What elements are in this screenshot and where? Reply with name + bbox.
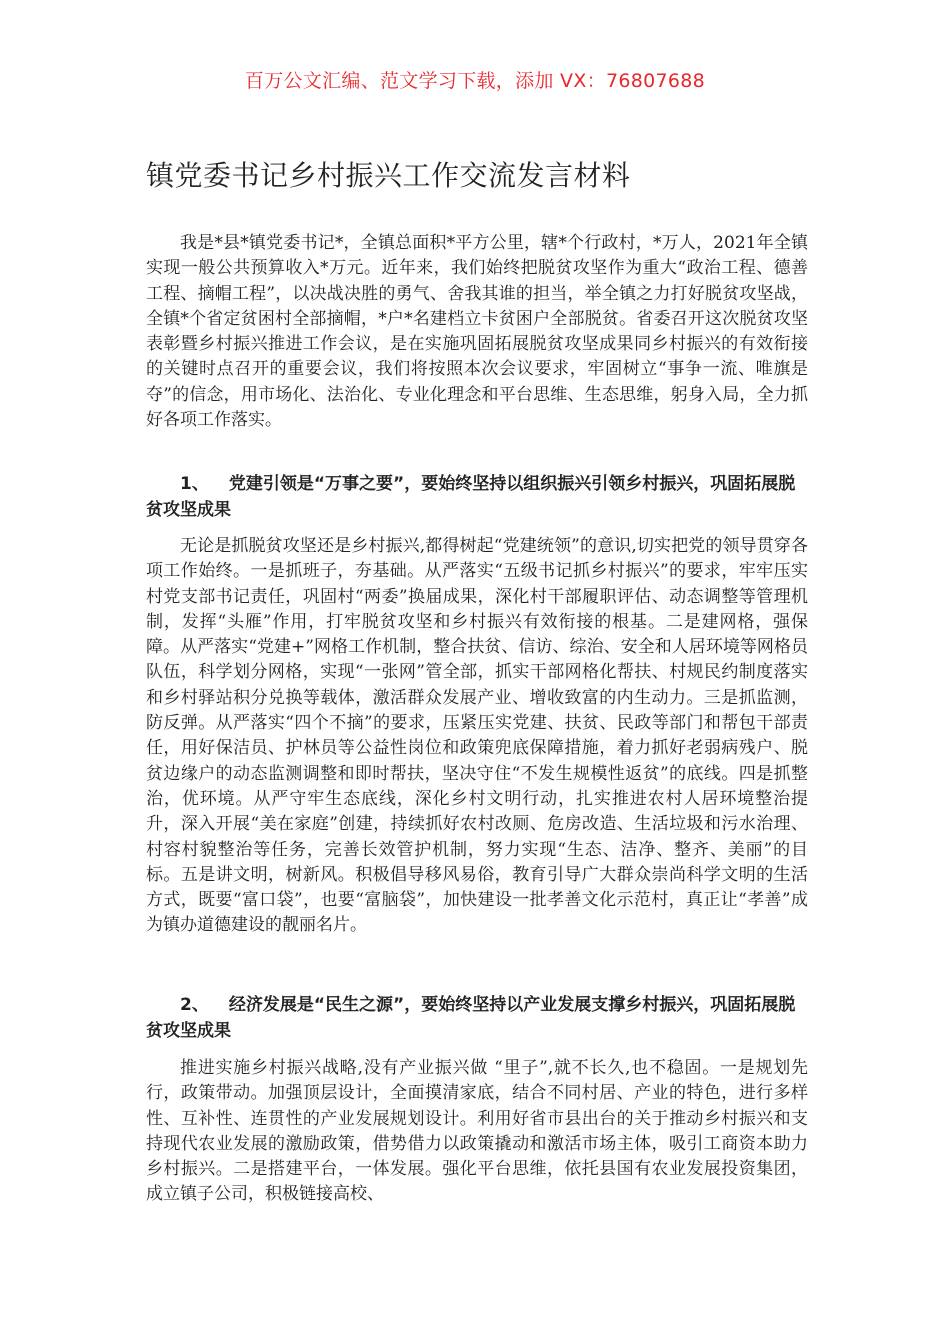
intro-paragraph: 我是*县*镇党委书记*，全镇总面积*平方公里，辖*个行政村，*万人，2021年全镇实现一般公共预算收入*万元。近年来，我们始终把脱贫攻坚作为重大“政治工程、德善工程、摘帽工程”，以决战决胜的勇气、舍我其谁的担当，举全镇之力打好脱贫攻坚战，全镇*个省定贫困村全部摘帽，*户*名建档立卡贫困户全部脱贫。省委召开这次脱贫攻坚表彰暨乡村振兴推进工作会议，是在实施巩固拓展脱贫攻坚成果同乡村振兴的有效衔接的关键时点召开的重要会议，我们将按照本次会议要求，牢固树立“事争一流、唯旗是夺”的信念，用市场化、法治化、专业化理念和平台思维、生态思维，躬身入局，全力抓好各项工作落实。 [146,233,808,431]
section-heading-2-text: 经济发展是“民生之源”，要始终坚持以产业发展支撑乡村振兴，巩固拓展脱贫攻坚成果 [146,995,796,1041]
section-2-paragraph: 推进实施乡村振兴战略,没有产业振兴做 “里子”,就不长久,也不稳固。一是规划先行，政策带动。加强顶层设计，全面摸清家底，结合不同村居、产业的特色，进行多样性、互补性、连贯性的产业发展规划设计。利用好省市县出台的关于推动乡村振兴和支持现代农业发展的激励政策，借势借力以政策撬动和激活市场主体，吸引工商资本助力乡村振兴。二是搭建平台，一体发展。强化平台思维，依托县国有农业发展投资集团，成立镇子公司，积极链接高校、 [146,1058,808,1205]
section-heading-1-text: 党建引领是“万事之要”，要始终坚持以组织振兴引领乡村振兴，巩固拓展脱贫攻坚成果 [146,474,796,520]
section-heading-1 [146,472,808,523]
section-number-2: 2、 [180,995,209,1015]
promo-banner: 百万公文汇编、范文学习下载，添加 VX：76807688 [244,70,706,92]
document-title: 镇党委书记乡村振兴工作交流发言材料 [146,159,631,192]
section-heading-2 [146,993,808,1044]
section-number-1: 1、 [180,474,209,494]
section-1-paragraph: 无论是抓脱贫攻坚还是乡村振兴,都得树起“党建统领”的意识,切实把党的领导贯穿各项工作始终。一是抓班子，夯基础。从严落实“五级书记抓乡村振兴”的要求，牢牢压实村党支部书记责任，巩固村“两委”换届成果，深化村干部履职评估、动态调整等管理机制，发挥“头雁”作用，打牢脱贫攻坚和乡村振兴有效衔接的根基。二是建网格，强保障。从严落实“党建+”网格工作机制，整合扶贫、信访、综治、安全和人居环境等网格员队伍，科学划分网格，实现“一张网”管全部，抓实干部网格化帮扶、村规民约制度落实和乡村驿站积分兑换等载体，激活群众发展产业、增收致富的内生动力。三是抓监测，防反弹。从严落实“四个不摘”的要求，压紧压实党建、扶贫、民政等部门和帮包干部责任，用好保洁员、护林员等公益性岗位和政策兜底保障措施，着力抓好老弱病残户、脱贫边缘户的动态监测调整和即时帮扶，坚决守住“不发生规模性返贫”的底线。四是抓整治，优环境。从严守牢生态底线，深化乡村文明行动，扎实推进农村人居环境整治提升，深入开展“美在家庭”创建，持续抓好农村改厕、危房改造、生活垃圾和污水治理、村容村貌整治等任务，完善长效管护机制，努力实现“生态、洁净、整齐、美丽”的目标。五是讲文明，树新风。积极倡导移风易俗，教育引导广大群众崇尚科学文明的生活方式，既要“富口袋”，也要“富脑袋”，加快建设一批孝善文化示范村，真正让“孝善”成为镇办道德建设的靓丽名片。 [146,536,808,936]
